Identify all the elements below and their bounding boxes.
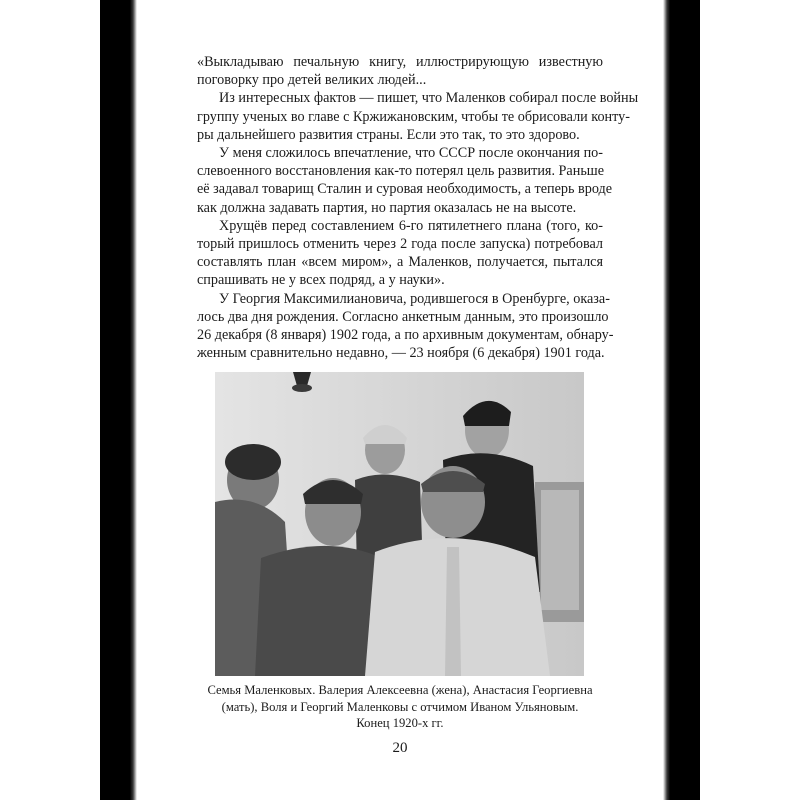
text-line: как должна задавать партия, но партия оказалась не на высоте. [197, 199, 577, 216]
page-number: 20 [392, 740, 408, 756]
photo-caption [177, 682, 623, 732]
text-line: Хрущёв перед составлением 6-го пятилетнего плана (того, ко- [219, 217, 603, 234]
text-line: женным сравнительно недавно, — 23 ноября (6 декабря) 1901 года. [197, 345, 605, 362]
body-text [197, 53, 639, 362]
text-line: слевоенного восстановления как-то потерял цель развития. Раньше [197, 163, 605, 180]
family-photo [215, 372, 584, 676]
text-line: поговорку про детей великих людей... [197, 72, 427, 89]
caption-line: (мать), Воля и Георгий Маленковы с отчимом Иваном Ульяновым. [221, 699, 579, 714]
text-line: её задавал товарищ Сталин и суровая необходимость, а теперь вроде [197, 181, 613, 198]
text-line: У меня сложилось впечатление, что СССР после окончания по- [219, 145, 603, 162]
text-line: 26 декабря (8 января) 1902 года, а по архивным документам, обнару- [197, 327, 614, 344]
text-line: ры дальнейшего развития страны. Если это так, то это здорово. [197, 126, 580, 143]
caption-line: Семья Маленковых. Валерия Алексеевна (жена), Анастасия Георгиевна [207, 683, 593, 697]
caption-line: Конец 1920-х гг. [356, 716, 444, 730]
text-line: составлять план «всем миром», а Маленков, получается, пытался [197, 254, 603, 271]
paragraph-5 [197, 290, 614, 363]
paragraph-3 [197, 144, 613, 217]
paragraph-2 [197, 89, 639, 144]
text-line: спрашивать не у всех подряд, а у науки». [197, 272, 445, 289]
paragraph-4 [197, 217, 603, 290]
book-page [137, 0, 663, 800]
book-spine-left [100, 0, 137, 800]
paragraph-1 [197, 53, 603, 89]
text-line: лось два дня рождения. Согласно анкетным данным, это произошло [197, 308, 609, 325]
text-line: группу ученых во главе с Кржижановским, чтобы те обрисовали конту- [197, 108, 630, 125]
text-line: «Выкладываю печальную книгу, иллюстрирующую известную [197, 54, 603, 70]
text-line: торый пришлось отменить через 2 года после запуска) потребовал [197, 236, 603, 253]
text-line: Из интересных фактов — пишет, что Маленков собирал после войны [219, 90, 639, 107]
text-line: У Георгия Максимилиановича, родившегося в Оренбурге, оказа- [219, 290, 610, 307]
book-spine-right [663, 0, 700, 800]
